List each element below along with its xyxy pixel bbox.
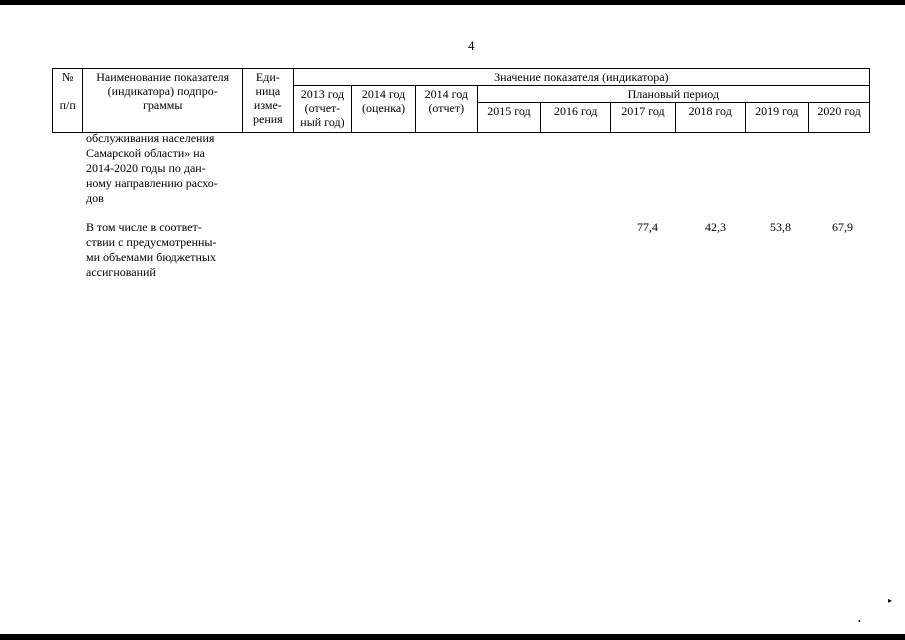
y2014r-line1: 2014 год [424, 87, 468, 101]
y2014e-line1: 2014 год [361, 87, 406, 101]
row-1-line-2: Самарской области» на [86, 146, 205, 160]
col-header-2014-report [415, 86, 477, 133]
row-1-name [86, 131, 218, 206]
row-1-line-4: ному направлению расхо- [86, 176, 218, 190]
col-name-line1: Наименование показателя [96, 70, 230, 84]
row-1-line-1: обслуживания населения [86, 131, 215, 145]
row-1-line-3: 2014-2020 годы по дан- [86, 161, 206, 175]
col-name-line3: граммы [142, 98, 183, 112]
y2013-line3: ный год) [300, 115, 345, 129]
col-no-line1: № [61, 70, 74, 84]
col-header-2013 [293, 86, 352, 133]
row-2-value-2017: 77,4 [637, 220, 658, 234]
col-header-unit [243, 69, 294, 133]
col-header-plan-group: Плановый период [477, 86, 869, 103]
page-number: 4 [468, 38, 475, 53]
col-unit-line3: изме- [253, 98, 282, 112]
col-header-number [53, 69, 83, 133]
row-2-line-1: В том числе в соответ- [86, 220, 202, 234]
y2014r-line2: (отчет) [428, 101, 465, 115]
col-unit-line4: рения [253, 112, 283, 126]
y2013-line1: 2013 год [300, 87, 345, 101]
row-2-line-2: ствии с предусмотренны- [86, 235, 217, 249]
col-unit-line2: ница [255, 84, 281, 98]
col-header-name [83, 69, 243, 133]
col-header-2015: 2015 год [477, 103, 541, 133]
col-header-2019: 2019 год [745, 103, 809, 133]
col-header-2014-estimate [352, 86, 416, 133]
col-unit-line1: Еди- [255, 70, 280, 84]
col-name-line2: (индикатора) подпро- [107, 84, 218, 98]
col-header-2016: 2016 год [541, 103, 611, 133]
col-header-2018: 2018 год [675, 103, 745, 133]
row-1-line-5: дов [86, 191, 104, 205]
col-header-value-group: Значение показателя (индикатора) [293, 69, 869, 86]
row-2-value-2018: 42,3 [705, 220, 726, 234]
row-2-value-2020: 67,9 [832, 220, 853, 234]
scan-speck-icon: • [858, 617, 861, 626]
scan-top-border [0, 0, 905, 5]
row-2-value-2019: 53,8 [770, 220, 791, 234]
row-2-line-4: ассигнований [86, 265, 156, 279]
y2013-line2: (отчет- [304, 101, 341, 115]
col-header-2017: 2017 год [611, 103, 676, 133]
row-2-line-3: ми объемами бюджетных [86, 250, 216, 264]
row-2-name [86, 220, 216, 280]
indicator-table-header [52, 68, 870, 133]
scan-bottom-border [0, 634, 905, 640]
col-header-2020: 2020 год [809, 103, 870, 133]
y2014e-line2: (оценка) [362, 101, 406, 115]
scan-speck-icon: ▸ [888, 596, 893, 605]
col-no-line2: п/п [59, 98, 76, 112]
